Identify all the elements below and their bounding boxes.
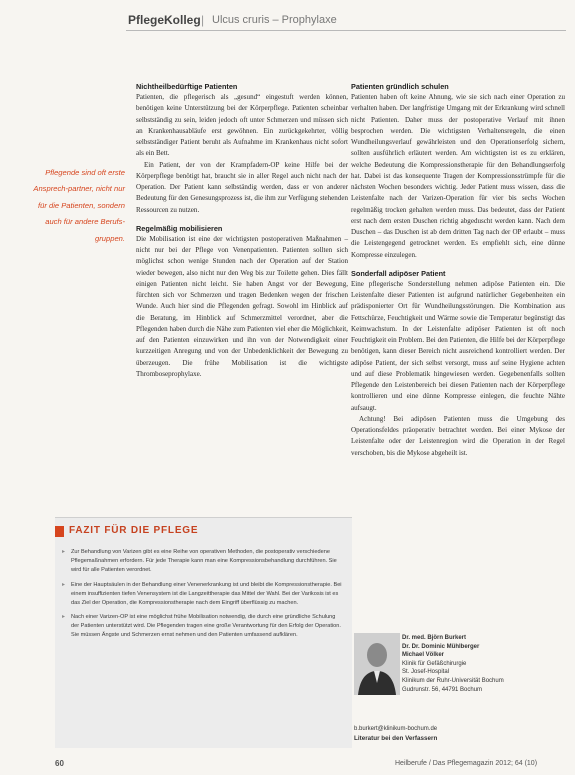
portrait-image	[354, 633, 400, 695]
section-heading: Patienten gründlich schulen	[351, 82, 449, 91]
header-topic: Ulcus cruris – Prophylaxe	[212, 14, 337, 26]
bullet-icon: ▸	[62, 581, 66, 588]
paragraph: Patienten, die pflegerisch als „gesund“ eingestuft werden können, benötigen keine Unterstützung bei der Körperpflege. Patienten scheinbar selbstständig zu sein, leiden jedoch oft unter Schmerzen und müssen sich an Krankenhausabläufe erst gewöhnen. Ein zurückgekehrter, völlig selbstständiger Patient beruht als Aufnahme im Krankenhaus nicht sofort als ein Bett.	[136, 93, 348, 158]
pull-quote: Pflegende sind oft erste Ansprech-partner, nicht nur für die Patienten, sondern auch für andere Berufs-gruppen.	[33, 168, 125, 243]
author-email[interactable]: b.burkert@klinikum-bochum.de	[354, 726, 438, 732]
author-name: Dr. Dr. Dominic Mühlberger	[402, 643, 480, 650]
journal-citation: Heilberufe / Das Pflegemagazin 2012; 64 (10)	[395, 760, 538, 767]
section-heading: Sonderfall adipöser Patient	[351, 268, 446, 278]
author-details	[402, 634, 567, 694]
summary-box	[55, 517, 352, 748]
header-separator: |	[201, 13, 205, 27]
affiliation-line: Klinikum der Ruhr-Universität Bochum	[402, 677, 504, 684]
accent-bar	[55, 526, 64, 537]
page-number: 60	[55, 759, 64, 768]
paragraph: Die Mobilisation ist eine der wichtigsten postoperativen Maßnahmen – nicht nur bei der Pflege von Venenpatienten. Patienten sollten sich möglichst schon wenige Stunden nach der Operation auf der Station wieder bewegen, also nicht nur den Weg bis zur Toilette gehen. Dies fällt einigen Patienten nicht leicht. Sie haben Angst vor der Bewegung, fürchten sich vor Schmerzen und tragen Bedenken wegen der frischen Wunde. Auch hier sind die Pflegenden gefragt. Sowohl im Hinblick auf die Beratung, im Hinblick auf Schmerzmittel verordnet, aber die Pflegenden haben durch die Nähe zum Patienten viel eher die Möglichkeit, auf den Patienten einzuwirken und ihn von der Notwendigkeit einer kurzzeitigen Anregung und von der Unbedenklichkeit der Bewegung zu überzeugen. Die frühe Mobilisation ist die wichtigste Thromboseprophylaxe.	[136, 234, 348, 378]
author-box	[354, 633, 569, 753]
running-header	[126, 12, 566, 31]
affiliation-line: St. Josef-Hospital	[402, 669, 450, 676]
affiliation-line: Gudrunstr. 56, 44791 Bochum	[402, 686, 483, 693]
author-name: Michael Völker	[402, 652, 445, 659]
summary-title: FAZIT FÜR DIE PFLEGE	[69, 525, 199, 536]
author-name: Dr. med. Björn Burkert	[402, 635, 467, 641]
bullet-icon: ▸	[62, 549, 66, 555]
magazine-name: PflegeKolleg	[128, 13, 201, 27]
article-column-left	[136, 81, 348, 380]
paragraph: Ein Patient, der von der Krampfadern-OP keine Hilfe bei der Körperpflege benötigt hat, braucht sie in aller Regel auch nicht nach der Operation. Der Patient kann selbständig werden, dass er von anderer Bedeutung für den Genesungsprozess ist, die ihm zur Verfügung stehenden Ressourcen zu nutzen.	[136, 160, 348, 214]
section-heading: Nichtheilbedürftige Patienten	[136, 82, 238, 91]
article-column-right	[351, 81, 565, 459]
summary-list	[61, 548, 343, 646]
bullet-icon: ▸	[62, 614, 66, 621]
affiliation-line: Klinik für Gefäßchirurgie	[402, 660, 467, 667]
summary-item: ▸ Eine der Hauptsäulen in der Behandlung einer Venenerkrankung ist und bleibt die Kompressionstherapie. Bei einem insuffizienten tiefen Venensystem ist die Langzeittherapie das Mittel der Wahl. Bei der Varikosis ist es das Ziel der Operation, die Kompressionstherapie nach dem Eingriff überflüssig zu machen.	[62, 581, 342, 606]
paragraph: Patienten haben oft keine Ahnung, wie sie sich nach einer Operation zu verhalten haben. Der langfristige Umgang mit der Erkrankung wird schnell nicht Patienten. Daher muss der postoperative Verlauf mit ihnen besprochen werden. Die wichtigsten Verhaltensregeln, die einen Wundheilungsverlauf gewährleisten und den Operationserfolg sichern, sollten ausführlich erläutert werden. Am wichtigsten ist es zu erklären, welche Bedeutung die Kompressionstherapie für den Behandlungserfolg hat. Dabei ist das konsequente Tragen der Kompressionsstrümpfe für die nächsten Wochen besonders wichtig. Jeder Patient muss wissen, dass die Leistenfalte nach der Varizen-Operation für vier bis sechs Wochen regelmäßig trocken gehalten werden muss. Das bedeutet, dass der Patient erst nach dem ersten Duschen richtig abgeduscht werden kann. Nach dem Duschen – das Duschen ist ab dem dritten Tag nach der OP erlaubt – muss die Leistengegend getrocknet werden. Es empfiehlt sich, eine dünne Kompresse einzulegen.	[351, 93, 565, 259]
summary-item: ▸ Zur Behandlung von Varizen gibt es eine Reihe von operativen Methoden, die postoperativ verschiedene Pflegemaßnahmen erfordern. Für jede Therapie kann man eine Kompressionsbehandlung durchführen. Sie wird für alle Patienten verordnet.	[62, 549, 337, 573]
summary-item: ▸ Nach einer Varizen-OP ist eine möglichst frühe Mobilisation notwendig, die durch eine gründliche Schulung der Patienten unterstützt wird. Die Pflegenden tragen eine große Verantwortung für den Erfolg der Operation. Sie müssen Ängste und Schmerzen ernst nehmen und den Patienten umfassend aufklären.	[62, 614, 341, 639]
literature-note: Literatur bei den Verfassern	[354, 735, 438, 742]
paragraph: Eine pflegerische Sonderstellung nehmen adipöse Patienten ein. Die Leistenfalte dieser Patienten ist aufgrund natürlicher Gegebenheiten ein prädisponierter Ort für Wundheilungsstörungen. Die Kombination aus Fettschürze, Feuchtigkeit und Wärme sowie die Temperatur begünstigt das Keimwachstum. In der Leistenfalte adipöser Patienten ist oft noch Feuchtigkeit ein Problem. Bei den Patienten, die Hilfe bei der Körperpflege benötigen, kann dieser Bereich nicht ausreichend kontrolliert werden. Der adipöse Patient, der sich selbst versorgt, muss auf seine Hygiene achten und auf diese Problematik hingewiesen werden. Gegebenenfalls sollten Pflegende den Leistenbereich bei diesen Patienten nach der Körperpflege kontrollieren und eine dünne Kompresse einlegen, die feuchte Nähte aufsaugt.	[351, 279, 565, 412]
paragraph: Achtung! Bei adipösen Patienten muss die Umgebung des Operationsfeldes präoperativ betrachtet werden. Bei einer Mykose der Leistenfalte oder der Leistenregion wird die Operation in der Regel verschoben, bis die Mykose abgeheilt ist.	[351, 414, 565, 457]
section-heading: Regelmäßig mobilisieren	[136, 223, 223, 233]
author-photo	[354, 633, 400, 695]
